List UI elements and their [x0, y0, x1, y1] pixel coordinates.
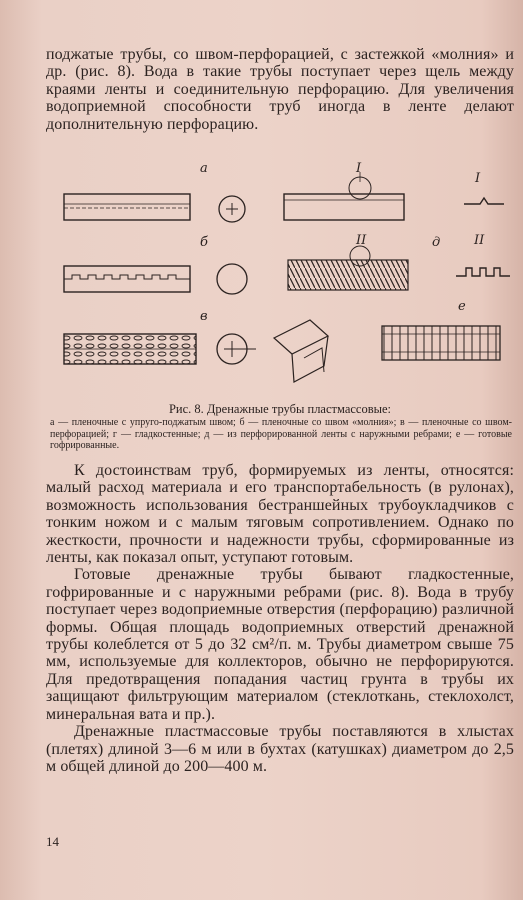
figure-8-drainage-pipes — [60, 158, 523, 396]
paragraph-1 — [46, 46, 514, 133]
pipe-e-corrugated — [382, 326, 500, 360]
body-text — [46, 462, 514, 775]
label-II-right: II — [474, 233, 485, 248]
paragraph-1-text: поджатые трубы, со швом-перфорацией, с застежкой «молния» и др. (рис. 8). Вода в такие трубы поступает через щель между краями ленты и соединительную перфорацию. Для увеличения водоприемной способности труб иногда в ленте делают дополнительную перфорацию. — [46, 46, 514, 133]
pipe-d-ribbed — [288, 246, 408, 290]
figure-caption-legend: а — пленочные с упруго-поджатым швом; б — пленочные со швом «молния»; в — пленочные со швом-перфорацией; г — гладкостенные; д — из перфорированной ленты с наружными ребрами; е — готовые гофрированные. — [50, 417, 512, 452]
label-d: д — [432, 235, 441, 250]
pipe-g-tape-forming — [274, 320, 328, 382]
pipe-b-side — [64, 266, 190, 292]
rib-detail-II — [456, 268, 510, 276]
figure-caption-title: Рис. 8. Дренажные трубы пластмассовые: — [168, 402, 392, 416]
seam-detail-I — [464, 198, 504, 204]
pipe-v-section — [217, 334, 256, 364]
paragraph-3: Готовые дренажные трубы бывают гладкостенные, гофрированные и с наружными ребрами (рис. 8). Вода в трубу поступает через водоприемные отверстия (перфорацию) различной формы. Общая площадь водоприемных отверстий дренажной трубы колеблется от 5 до 32 см²/п. м. Трубы диаметром свыше 75 мм, используемые для коллекторов, обычно не перфорируются. Для предотвращения попадания частиц грунта в трубы их защищают фильтрующим материалом (стеклоткань, стеклохолст, минеральная вата и пр.). — [46, 566, 514, 723]
label-b: б — [200, 235, 208, 250]
label-e: е — [458, 299, 466, 314]
pipe-a-section — [219, 196, 245, 222]
paragraph-4: Дренажные пластмассовые трубы поставляются в хлыстах (плетях) длиной 3—6 м или в бухтах (катушках) диаметром до 2,5 м общей длиной до 200—400 м. — [46, 723, 514, 775]
label-I-right: I — [475, 171, 481, 186]
pipe-v-side — [64, 334, 196, 364]
page-number: 14 — [46, 834, 59, 849]
pipe-a-side — [64, 194, 190, 220]
label-I-top: I — [356, 161, 362, 176]
label-a: а — [200, 161, 208, 176]
label-II-mid: II — [356, 233, 367, 248]
paragraph-2: К достоинствам труб, формируемых из ленты, относятся: малый расход материала и его транспортабельность (в рулонах), возможность использования бестраншейных трубоукладчиков с тонким ножом и с малым тяговым сопротивлением. Однако по жесткости, прочности и надежности трубы, сформированные из ленты, как показал опыт, уступают готовым. — [46, 462, 514, 567]
label-v: в — [200, 309, 208, 324]
pipe-g-smooth — [284, 172, 404, 220]
pipe-b-section — [217, 264, 247, 294]
